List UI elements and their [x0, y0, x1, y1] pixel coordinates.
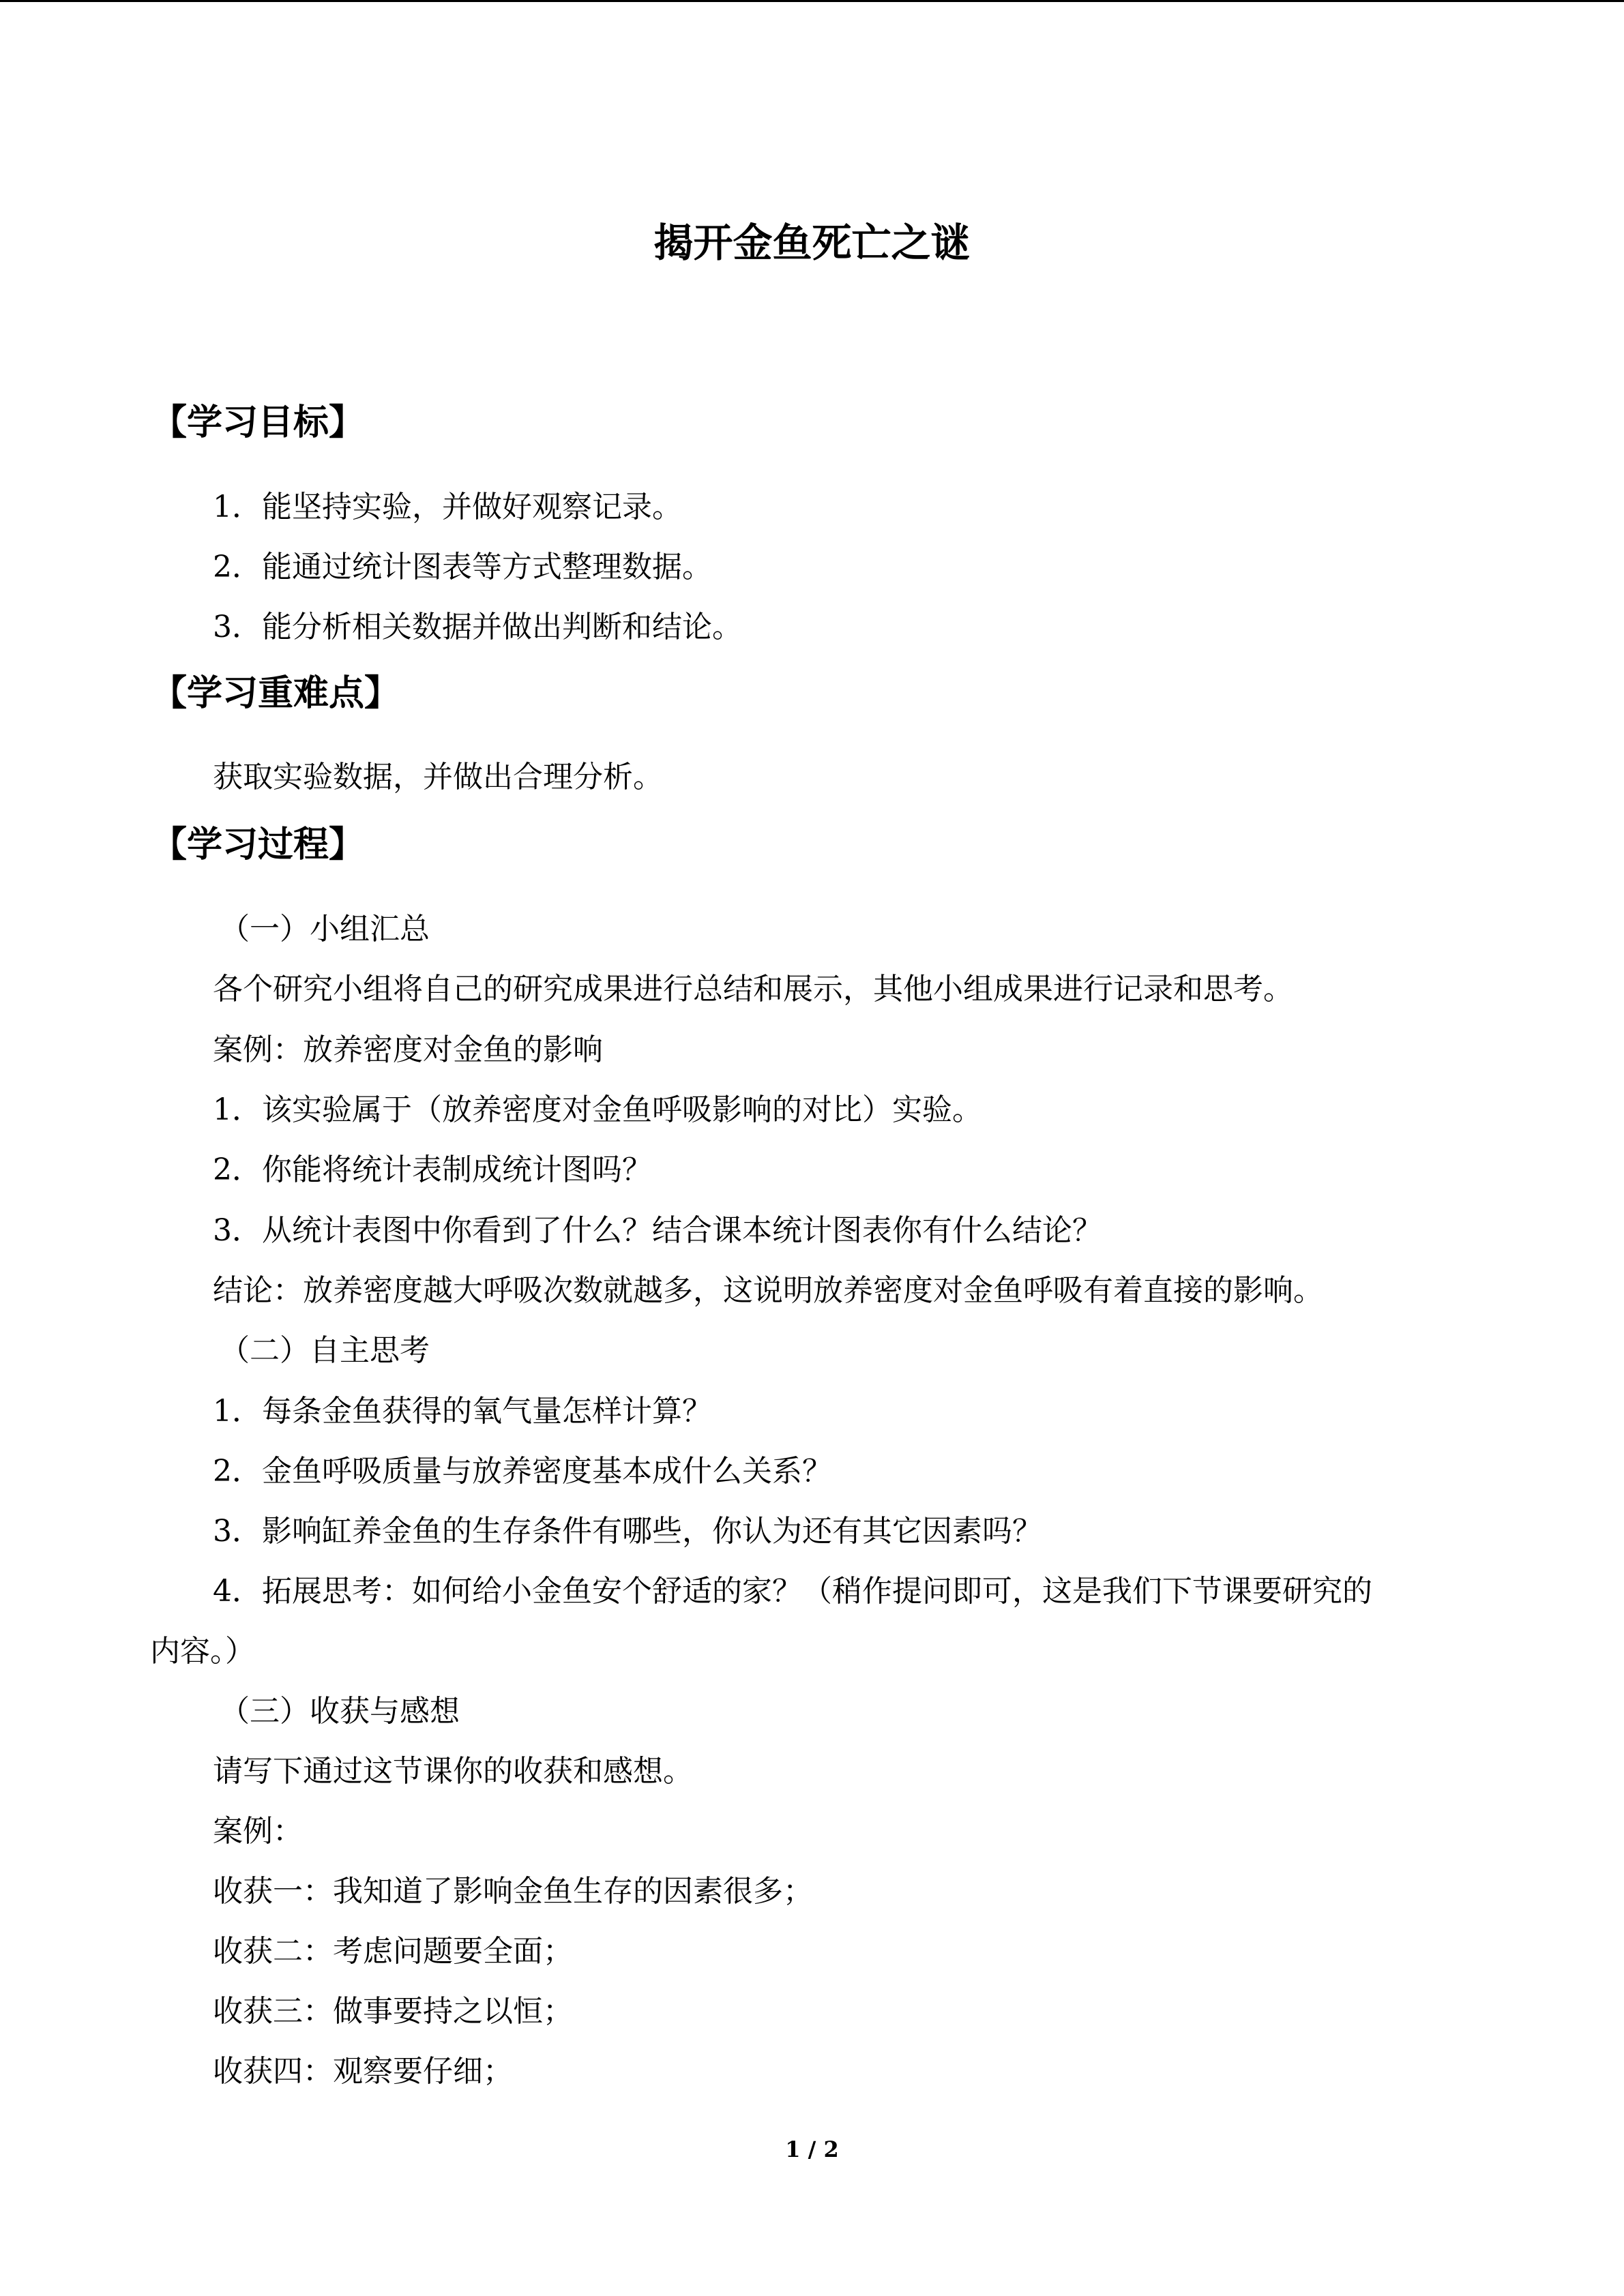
- gain-item: 收获二：考虑问题要全面；: [213, 1934, 573, 1969]
- part3-case-label: 案例：: [213, 1814, 303, 1849]
- part1-item: 1．该实验属于（放养密度对金鱼呼吸影响的对比）实验。: [213, 1092, 982, 1127]
- goal-item: 2．能通过统计图表等方式整理数据。: [213, 550, 712, 584]
- gain-item: 收获四：观察要仔细；: [213, 2054, 513, 2089]
- heading-key-points: 【学习重难点】: [151, 672, 400, 714]
- part2-item4-line1: 4．拓展思考：如何给小金鱼安个舒适的家？（稍作提问即可，这是我们下节课要研究的: [213, 1574, 1372, 1609]
- gain-item: 收获一：我知道了影响金鱼生存的因素很多；: [213, 1874, 813, 1909]
- part2-item: 1．每条金鱼获得的氧气量怎样计算？: [213, 1394, 712, 1429]
- gain-item: 收获三：做事要持之以恒；: [213, 1994, 573, 2029]
- top-border-line: [0, 0, 1624, 2]
- document-title: 揭开金鱼死亡之谜: [653, 220, 971, 266]
- part3-prompt: 请写下通过这节课你的收获和感想。: [213, 1754, 693, 1789]
- part1-case: 案例：放养密度对金鱼的影响: [213, 1032, 603, 1067]
- part2-item: 3．影响缸养金鱼的生存条件有哪些，你认为还有其它因素吗？: [213, 1514, 1042, 1549]
- page-number: 1 / 2: [785, 2136, 839, 2162]
- part1-title: （一）小组汇总: [220, 912, 430, 946]
- part2-item: 2．金鱼呼吸质量与放养密度基本成什么关系？: [213, 1454, 832, 1489]
- goal-item: 3．能分析相关数据并做出判断和结论。: [213, 610, 742, 644]
- heading-learning-process: 【学习过程】: [151, 824, 365, 865]
- part2-item4-line2: 内容。）: [150, 1634, 255, 1669]
- key-points-text: 获取实验数据，并做出合理分析。: [213, 760, 663, 794]
- part2-title: （二）自主思考: [220, 1333, 430, 1368]
- heading-learning-goals: 【学习目标】: [151, 402, 365, 443]
- goal-item: 1．能坚持实验，并做好观察记录。: [213, 490, 682, 524]
- part1-conclusion: 结论：放养密度越大呼吸次数就越多，这说明放养密度对金鱼呼吸有着直接的影响。: [213, 1273, 1323, 1308]
- part1-intro: 各个研究小组将自己的研究成果进行总结和展示，其他小组成果进行记录和思考。: [213, 972, 1293, 1007]
- part1-item: 2．你能将统计表制成统计图吗？: [213, 1152, 652, 1187]
- part3-title: （三）收获与感想: [220, 1694, 460, 1729]
- part1-item: 3．从统计表图中你看到了什么？结合课本统计图表你有什么结论？: [213, 1213, 1102, 1248]
